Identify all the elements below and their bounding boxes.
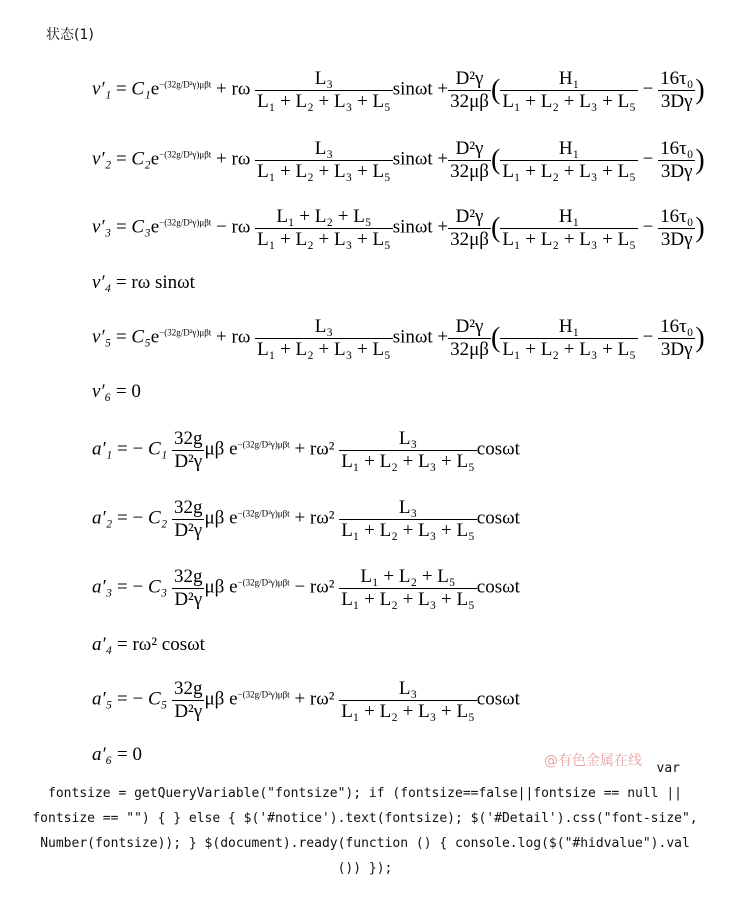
minus-sign: − bbox=[642, 78, 654, 100]
d2g-fraction bbox=[448, 68, 491, 113]
equation-lhs: a′₆ bbox=[92, 744, 113, 765]
coefficient: C₂ bbox=[131, 148, 151, 170]
length-fraction bbox=[255, 316, 393, 361]
minus-sign: − bbox=[642, 326, 654, 348]
equals-sign: = bbox=[115, 216, 127, 238]
minus-sign: − bbox=[642, 148, 654, 170]
rw-term: + rω bbox=[216, 78, 251, 100]
fraction-numerator: L₃ bbox=[339, 428, 477, 451]
sin-term: sinωt bbox=[392, 216, 433, 238]
code-line: ()) }); bbox=[337, 861, 393, 876]
fraction-denominator: L₁ + L₂ + L₃ + L₅ bbox=[341, 588, 475, 610]
equals-sign: = bbox=[115, 326, 127, 348]
coefficient: C₅ bbox=[131, 326, 151, 348]
h-fraction bbox=[500, 316, 638, 361]
exp-e: e bbox=[229, 576, 238, 598]
equals-minus: = − bbox=[117, 438, 144, 460]
equation-lhs: v′₃ bbox=[92, 216, 112, 238]
fraction-denominator: L₁ + L₂ + L₃ + L₅ bbox=[341, 700, 475, 722]
equation-a5 bbox=[92, 678, 520, 723]
equals-sign: = bbox=[115, 148, 127, 170]
fraction-denominator: L₁ + L₂ + L₃ + L₅ bbox=[502, 160, 636, 182]
fraction-denominator: D²γ bbox=[174, 588, 203, 610]
h-fraction bbox=[500, 68, 638, 113]
exp-superscript: −(32g/D²γ)μβt bbox=[237, 577, 290, 588]
coefficient: C₁ bbox=[131, 78, 151, 100]
fraction-denominator: L₁ + L₂ + L₃ + L₅ bbox=[257, 228, 391, 250]
watermark: @有色金属在线 bbox=[544, 753, 642, 769]
rw-term: + rω bbox=[216, 148, 251, 170]
rw-term: − rω bbox=[216, 216, 251, 238]
equation-a1 bbox=[92, 428, 520, 473]
fraction-numerator: L₃ bbox=[255, 68, 393, 91]
equation-lhs: v′₆ bbox=[92, 381, 112, 402]
d2g-fraction bbox=[448, 316, 491, 361]
tau-fraction bbox=[658, 316, 695, 361]
coefficient: C₁ bbox=[147, 438, 168, 460]
fraction-numerator: L₃ bbox=[255, 138, 393, 161]
code-line: Number(fontsize)); } $(document).ready(function () { console.log($("#hidvalue").val bbox=[40, 836, 690, 851]
equation-a3 bbox=[92, 566, 520, 611]
equation-lhs: v′₁ bbox=[92, 78, 112, 100]
sin-term: sinωt bbox=[392, 78, 433, 100]
equation-rhs: = 0 bbox=[117, 744, 142, 765]
exp-e: e bbox=[150, 326, 160, 348]
equation-lhs: a′₄ bbox=[92, 634, 113, 655]
equals-sign: = bbox=[115, 78, 127, 100]
fraction-numerator: 16τ₀ bbox=[660, 316, 694, 337]
g-fraction bbox=[172, 428, 205, 473]
equals-minus: = − bbox=[117, 688, 144, 710]
fraction-numerator: D²γ bbox=[448, 206, 491, 229]
length-fraction bbox=[339, 678, 477, 723]
equation-lhs: v′₅ bbox=[92, 326, 112, 348]
fraction-denominator: 3Dγ bbox=[660, 90, 693, 112]
fraction-denominator: 3Dγ bbox=[660, 338, 693, 360]
fraction-numerator: D²γ bbox=[448, 316, 491, 339]
fraction-denominator: 32μβ bbox=[450, 90, 489, 112]
fraction-denominator: L₁ + L₂ + L₃ + L₅ bbox=[502, 338, 636, 360]
equation-lhs: a′₃ bbox=[92, 576, 113, 598]
minus-sign: − bbox=[642, 216, 654, 238]
fraction-numerator: L₃ bbox=[339, 678, 477, 701]
exp-superscript: −(32g/D²γ)μβt bbox=[237, 439, 290, 450]
equals-minus: = − bbox=[117, 576, 144, 598]
rw-term: + rω bbox=[216, 326, 251, 348]
equation-rhs: = 0 bbox=[115, 381, 141, 402]
fraction-numerator: 32g bbox=[173, 678, 203, 699]
fraction-denominator: 32μβ bbox=[450, 160, 489, 182]
d2g-fraction bbox=[448, 138, 491, 183]
coefficient: C₃ bbox=[147, 576, 168, 598]
fraction-denominator: 32μβ bbox=[450, 338, 489, 360]
fraction-numerator: 32g bbox=[173, 566, 203, 587]
equals-minus: = − bbox=[117, 507, 144, 529]
g-fraction bbox=[172, 566, 205, 611]
rw2-term: + rω² bbox=[294, 438, 335, 460]
equation-v6 bbox=[92, 381, 141, 403]
exp-e: e bbox=[229, 688, 238, 710]
state-label: 状态(1) bbox=[46, 27, 94, 43]
fraction-numerator: L₃ bbox=[255, 316, 393, 339]
equation-a4 bbox=[92, 634, 205, 656]
fraction-numerator: 16τ₀ bbox=[660, 206, 694, 227]
fraction-denominator: D²γ bbox=[174, 450, 203, 472]
length-fraction bbox=[255, 206, 393, 251]
exp-superscript: −(32g/D²γ)μβt bbox=[159, 149, 212, 160]
equation-lhs: a′₅ bbox=[92, 688, 113, 710]
code-line: fontsize == "") { } else { $('#notice').text(fontsize); $('#Detail').css("font-size", bbox=[32, 811, 698, 826]
code-trail-var: var bbox=[656, 761, 680, 776]
fraction-numerator: D²γ bbox=[448, 138, 491, 161]
g-fraction bbox=[172, 678, 205, 723]
fraction-denominator: L₁ + L₂ + L₃ + L₅ bbox=[341, 450, 475, 472]
equation-rhs: = rω² cosωt bbox=[117, 634, 205, 655]
equation-rhs: = rω sinωt bbox=[115, 272, 195, 293]
coefficient: C₅ bbox=[147, 688, 168, 710]
g-fraction bbox=[172, 497, 205, 542]
fraction-denominator: L₁ + L₂ + L₃ + L₅ bbox=[502, 90, 636, 112]
fraction-numerator: D²γ bbox=[448, 68, 491, 91]
mu-term: μβ bbox=[204, 688, 225, 710]
fraction-numerator: 32g bbox=[173, 428, 203, 449]
fraction-numerator: H₁ bbox=[500, 138, 638, 161]
length-fraction bbox=[339, 428, 477, 473]
exp-superscript: −(32g/D²γ)μβt bbox=[159, 79, 212, 90]
fraction-numerator: H₁ bbox=[500, 316, 638, 339]
exp-superscript: −(32g/D²γ)μβt bbox=[159, 217, 212, 228]
exp-superscript: −(32g/D²γ)μβt bbox=[159, 327, 212, 338]
cos-term: cosωt bbox=[476, 438, 520, 460]
fraction-denominator: 3Dγ bbox=[660, 160, 693, 182]
fraction-denominator: L₁ + L₂ + L₃ + L₅ bbox=[502, 228, 636, 250]
rw2-term: + rω² bbox=[294, 507, 335, 529]
coefficient: C₂ bbox=[147, 507, 168, 529]
equation-a2 bbox=[92, 497, 520, 542]
fraction-numerator: 16τ₀ bbox=[660, 68, 694, 89]
fraction-denominator: L₁ + L₂ + L₃ + L₅ bbox=[257, 338, 391, 360]
fraction-denominator: D²γ bbox=[174, 700, 203, 722]
length-fraction bbox=[255, 138, 393, 183]
code-text-block bbox=[22, 756, 708, 881]
tau-fraction bbox=[658, 68, 695, 113]
fraction-denominator: L₁ + L₂ + L₃ + L₅ bbox=[257, 90, 391, 112]
fraction-denominator: L₁ + L₂ + L₃ + L₅ bbox=[341, 519, 475, 541]
length-fraction bbox=[339, 566, 477, 611]
mu-term: μβ bbox=[204, 576, 225, 598]
length-fraction bbox=[339, 497, 477, 542]
equation-v5: $v'_5 = C_5e^{-(32g/D^2\gamma)\mu\beta t} + r\omega$ $\frac{\text{L₃}}{\text{L₁ + L₂ + L₃ + L₅}}$ sinωt + $\frac{\text{D²γ}}{32\mu\beta}$ ( $\frac{\text{H₁}}{\text{L₁ + L₂ + L₃ + L₅}}$ − $\frac{\text{16τ₀}}{3D\gamma}$ ) bbox=[92, 316, 705, 360]
code-line bbox=[22, 756, 708, 781]
fraction-denominator: 3Dγ bbox=[660, 228, 693, 250]
mu-term: μβ bbox=[204, 438, 225, 460]
fraction-numerator: 16τ₀ bbox=[660, 138, 694, 159]
fraction-numerator: L₃ bbox=[339, 497, 477, 520]
coefficient: C₃ bbox=[131, 216, 151, 238]
length-fraction bbox=[255, 68, 393, 113]
cos-term: cosωt bbox=[476, 576, 520, 598]
sin-term: sinωt bbox=[392, 148, 433, 170]
rw2-term: − rω² bbox=[294, 576, 335, 598]
fraction-denominator: L₁ + L₂ + L₃ + L₅ bbox=[257, 160, 391, 182]
equation-v4 bbox=[92, 272, 195, 294]
fraction-denominator: 32μβ bbox=[450, 228, 489, 250]
mu-term: μβ bbox=[204, 507, 225, 529]
tau-fraction bbox=[658, 206, 695, 251]
cos-term: cosωt bbox=[476, 688, 520, 710]
exp-superscript: −(32g/D²γ)μβt bbox=[237, 689, 290, 700]
exp-superscript: −(32g/D²γ)μβt bbox=[237, 508, 290, 519]
h-fraction bbox=[500, 138, 638, 183]
exp-e: e bbox=[150, 148, 160, 170]
fraction-numerator: L₁ + L₂ + L₅ bbox=[339, 566, 477, 589]
fraction-numerator: L₁ + L₂ + L₅ bbox=[255, 206, 393, 229]
h-fraction bbox=[500, 206, 638, 251]
equation-v2: $v'_2 = C_2e^{-(32g/D^2\gamma)\mu\beta t} + r\omega$ $\frac{\text{L₃}}{\text{L₁ + L₂ + L₃ + L₅}}$ sinωt + $\frac{\text{D²γ}}{32\mu\beta}$ ( $\frac{\text{H₁}}{\text{L₁ + L₂ + L₃ + L₅}}$ − $\frac{\text{16τ₀}}{3D\gamma}$ ) bbox=[92, 138, 705, 182]
exp-e: e bbox=[150, 78, 160, 100]
fraction-numerator: H₁ bbox=[500, 206, 638, 229]
sin-term: sinωt bbox=[392, 326, 433, 348]
d2g-fraction bbox=[448, 206, 491, 251]
code-line: fontsize = getQueryVariable("fontsize"); if (fontsize==false||fontsize == null || bbox=[48, 786, 682, 801]
exp-e: e bbox=[150, 216, 160, 238]
fraction-numerator: 32g bbox=[173, 497, 203, 518]
exp-e: e bbox=[229, 507, 238, 529]
fraction-numerator: H₁ bbox=[500, 68, 638, 91]
equation-v3: $v'_3 = C_3e^{-(32g/D^2\gamma)\mu\beta t} - r\omega$ $\frac{\text{L₁ + L₂ + L₅}}{\text{L₁ + L₂ + L₃ + L₅}}$ sinωt + $\frac{\text{D²γ}}{32\mu\beta}$ ( $\frac{\text{H₁}}{\text{L₁ + L₂ + L₃ + L₅}}$ − $\frac{\text{16τ₀}}{3D\gamma}$ ) bbox=[92, 206, 705, 250]
rw2-term: + rω² bbox=[294, 688, 335, 710]
cos-term: cosωt bbox=[476, 507, 520, 529]
fraction-denominator: D²γ bbox=[174, 519, 203, 541]
equation-lhs: a′₁ bbox=[92, 438, 113, 460]
exp-e: e bbox=[229, 438, 238, 460]
equation-lhs: a′₂ bbox=[92, 507, 113, 529]
equation-v1: $v'_1 = C_1e^{-(32g/D^2\gamma)\mu\beta t} + r\omega$ $\frac{\text{L₃}}{\text{L₁ + L₂ + L₃ + L₅}}$ sinωt + $\frac{\text{D²γ}}{32\mu\beta}$ ( $\frac{\text{H₁}}{\text{L₁ + L₂ + L₃ + L₅}}$ − $\frac{\text{16τ₀}}{3D\gamma}$ ) bbox=[92, 68, 705, 112]
equation-lhs: v′₂ bbox=[92, 148, 112, 170]
equation-lhs: v′₄ bbox=[92, 272, 112, 293]
tau-fraction bbox=[658, 138, 695, 183]
